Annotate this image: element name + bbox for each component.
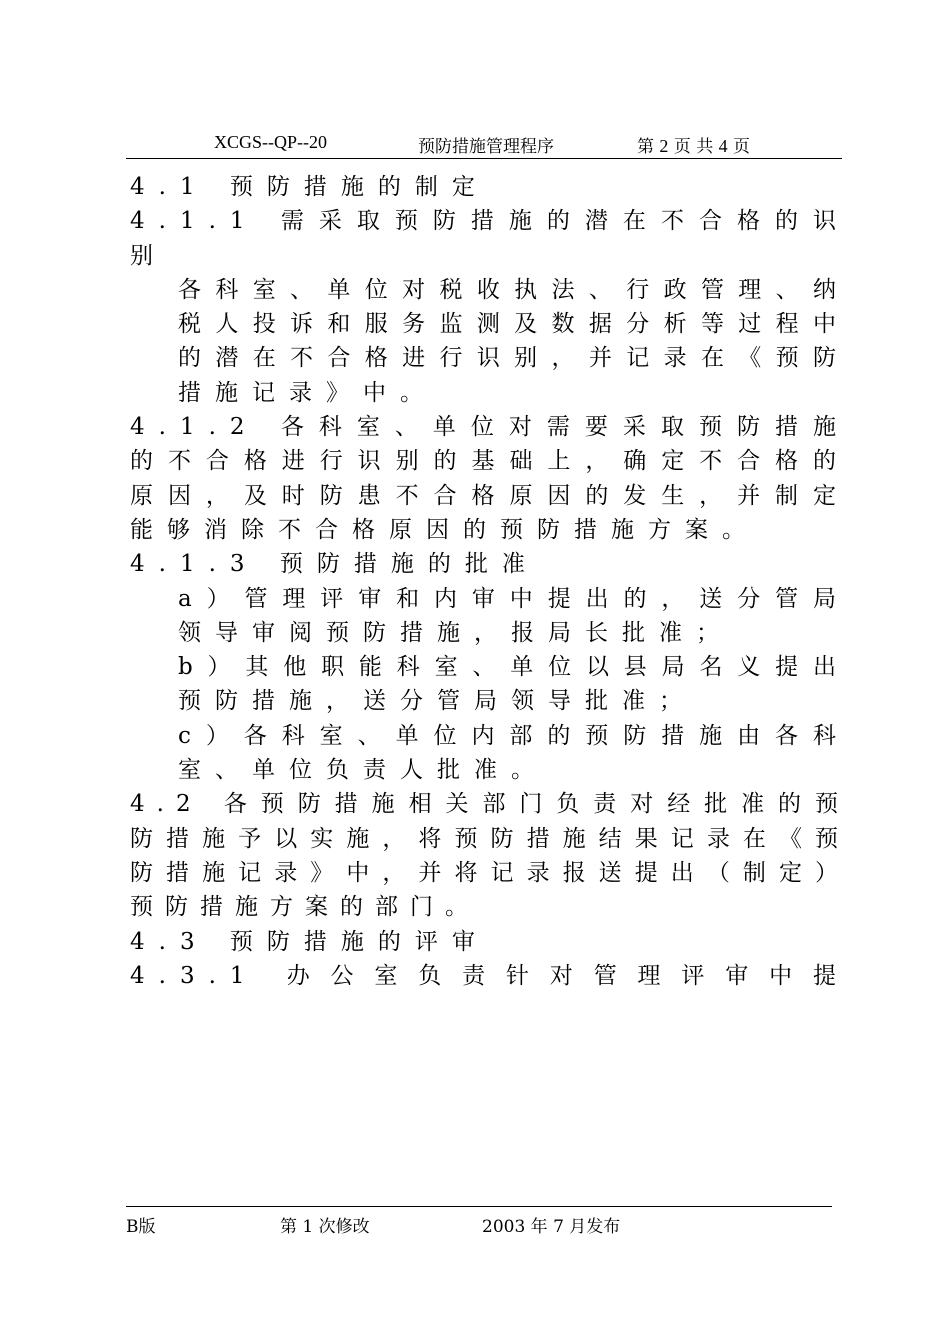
footer-edition: B版	[126, 1217, 156, 1237]
footer-revision: 第 1 次修改	[280, 1217, 370, 1237]
page-suffix: 页	[733, 137, 751, 157]
list-item-c: c）各科室、单位内部的预防措施由各科室、单位负责人批准。	[178, 722, 850, 784]
footer-date: 2003 年 7 月发布	[482, 1217, 621, 1237]
paragraph-identification: 各科室、单位对税收执法、行政管理、纳税人投诉和服务监测及数据分析等过程中的潜在不合格进行识别，并记录在《预防措施记录》中。	[178, 276, 850, 406]
paragraph-4-3-1: 4.3.1 办公室负责针对管理评审中提	[130, 962, 850, 989]
paragraph-4-2: 4.2 各预防措施相关部门负责对经批准的预防措施予以实施，将预防措施结果记录在《预防措施记录》中，并将记录报送提出（制定）预防措施方案的部门。	[130, 791, 850, 921]
section-heading-4-1-1: 4.1.1 需采取预防措施的潜在不合格的识别	[130, 208, 850, 269]
document-title: 预防措施管理程序	[418, 137, 554, 157]
list-item-b: b）其他职能科室、单位以县局名义提出预防措施，送分管局领导批准；	[178, 654, 850, 715]
page-prefix: 第	[637, 137, 654, 157]
footer-rule	[126, 1206, 832, 1207]
page-indicator	[637, 132, 750, 157]
page-number: 2	[659, 136, 669, 156]
document-code: XCGS--QP--20	[214, 132, 328, 152]
section-heading-4-3: 4.3 预防措施的评审	[130, 928, 489, 955]
document-body	[130, 170, 850, 993]
paragraph-4-1-2: 4.1.2 各科室、单位对需要采取预防措施的不合格进行识别的基础上，确定不合格的原因，及时防患不合格原因的发生，并制定能够消除不合格原因的预防措施方案。	[130, 414, 850, 543]
page-total: 4	[718, 136, 728, 156]
section-heading-4-1-3: 4.1.3 预防措施的批准	[130, 551, 539, 578]
page-mid: 页 共	[673, 137, 714, 157]
list-item-a: a）管理评审和内审中提出的，送分管局领导审阅预防措施，报局长批准；	[178, 585, 850, 646]
section-heading-4-1: 4.1 预防措施的制定	[130, 174, 489, 200]
header-rule	[126, 158, 842, 159]
